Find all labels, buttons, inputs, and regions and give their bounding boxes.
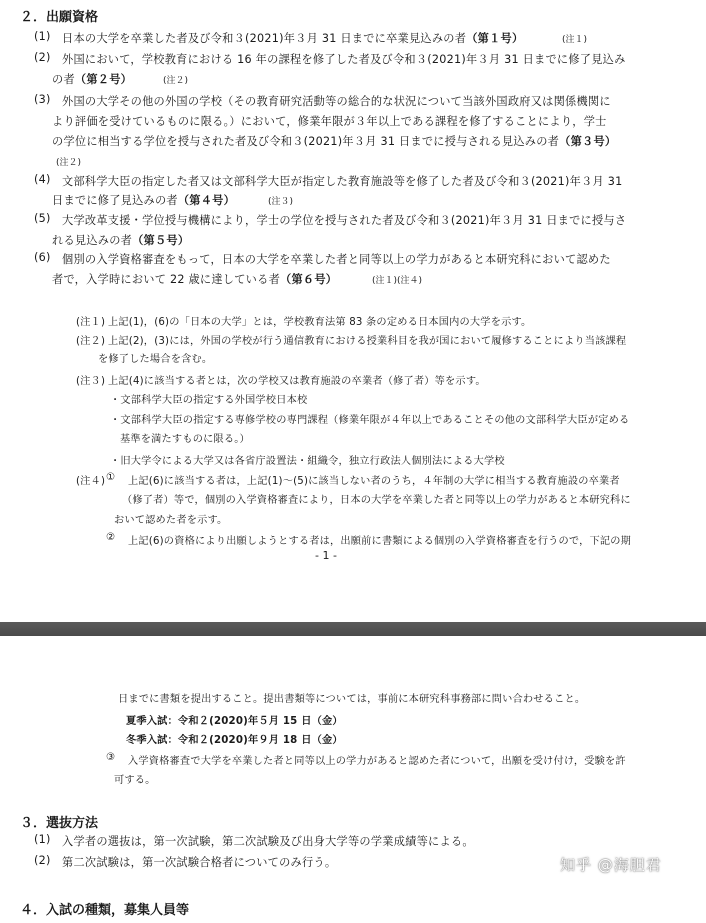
note-4-3-line-1: 入学資格審査で大学を卒業した者と同等以上の学力があると認めた者について，出願を受け付け，受験を許 xyxy=(128,756,626,767)
section-2-heading: ２．出願資格 xyxy=(20,10,99,25)
note-4-3-line-2: 可する。 xyxy=(114,775,156,786)
note-4-marker-3: ③ xyxy=(106,752,116,763)
item-3-line-1: 外国の大学その他の外国の学校（その教育研究活動等の総合的な状況について当該外国政府又は関係機関に xyxy=(62,95,611,108)
note-3-bullet-3: ・旧大学令による大学又は各省庁設置法・組織令，独立行政法人個別法による大学校 xyxy=(110,456,505,467)
item-4-number: (4) xyxy=(34,173,51,186)
note-2-tag: (注２) xyxy=(76,336,106,347)
note-4-continuation: 日までに書類を提出すること。提出書類等については，事前に本研究科事務部に問い合わせること。 xyxy=(118,694,586,705)
item-2-line-1: 外国において，学校教育における 16 年の課程を修了した者及び令和３(2021)年３月 31 日までに修了見込み xyxy=(62,53,626,66)
item-6-note-ref: (注１)(注４) xyxy=(372,276,423,286)
selection-1-number: (1) xyxy=(34,833,51,846)
item-5-line-2: れる見込みの者（第５号） xyxy=(52,234,190,247)
section-3-heading: ３．選抜方法 xyxy=(20,816,99,831)
item-4-line-2: 日までに修了見込みの者（第４号） xyxy=(52,194,236,207)
selection-1-text: 入学者の選抜は，第一次試験，第二次試験及び出身大学等の学業成績等による。 xyxy=(62,835,474,848)
note-1-text: 上記(1)，(6)の「日本の大学」とは，学校教育法第 83 条の定める日本国内の大学を示す。 xyxy=(108,317,532,328)
note-4-tag: (注４) xyxy=(76,476,106,487)
item-1-text: 日本の大学を卒業した者及び令和３(2021)年３月 31 日までに卒業見込みの者（第１号） xyxy=(62,32,524,45)
page-number: - 1 - xyxy=(315,549,337,562)
item-1-number: (1) xyxy=(34,30,51,43)
item-6-line-2: 者で，入学時において 22 歳に達している者（第６号） xyxy=(52,273,338,286)
selection-2-number: (2) xyxy=(34,854,51,867)
item-3-line-2: より評価を受けているものに限る。）において，修業年限が３年以上である課程を修了することにより，学士 xyxy=(52,115,607,128)
note-2-line-2: を修了した場合を含む。 xyxy=(98,354,213,365)
item-1-note-ref: (注１) xyxy=(562,35,588,45)
item-3-number: (3) xyxy=(34,93,51,106)
note-3-bullet-2b: 基準を満たすものに限る。） xyxy=(120,434,250,445)
note-3-line-1: 上記(4)に該当する者とは，次の学校又は教育施設の卒業者（修了者）等を示す。 xyxy=(108,376,486,387)
item-5-number: (5) xyxy=(34,212,51,225)
document-page-2 xyxy=(0,636,706,923)
item-2-line-2: の者（第２号） xyxy=(52,73,133,86)
note-4-line-2: （修了者）等で，個別の入学資格審査により，日本の大学を卒業した者と同等以上の学力があると本研究科に xyxy=(122,495,631,506)
item-4-line-1: 文部科学大臣の指定した者又は文部科学大臣が指定した教育施設等を修了した者及び令和３(2021)年３月 31 xyxy=(62,175,623,188)
note-4-line-1: 上記(6)に該当する者は，上記(1)～(5)に該当しない者のうち，４年制の大学に相当する教育施設の卒業者 xyxy=(128,476,620,487)
item-5-line-1: 大学改革支援・学位授与機構により，学士の学位を授与された者及び令和３(2021)年３月 31 日までに授与さ xyxy=(62,214,627,227)
note-3-bullet-1: ・文部科学大臣の指定する外国学校日本校 xyxy=(110,395,308,406)
summer-exam-deadline: 夏季入試：令和２(2020)年５月 15 日（金） xyxy=(126,716,343,727)
item-2-number: (2) xyxy=(34,51,51,64)
section-4-heading: ４．入試の種類，募集人員等 xyxy=(20,903,190,918)
winter-exam-deadline: 冬季入試：令和２(2020)年９月 18 日（金） xyxy=(126,735,343,746)
note-4-line-3: おいて認めた者を示す。 xyxy=(114,515,228,526)
item-6-line-1: 個別の入学資格審査をもって，日本の大学を卒業した者と同等以上の学力があると本研究科において認めた xyxy=(62,253,611,266)
note-2-line-1: 上記(2)，(3)には，外国の学校が行う通信教育における授業科目を我が国において履修することにより当該課程 xyxy=(108,336,627,347)
item-3-note-ref: (注２) xyxy=(56,158,82,168)
note-4-line-4: 上記(6)の資格により出願しようとする者は，出願前に書類による個別の入学資格審査を行うので，下記の期 xyxy=(128,536,632,547)
item-2-note-ref: (注２) xyxy=(163,76,189,86)
item-6-number: (6) xyxy=(34,251,51,264)
note-3-bullet-2a: ・文部科学大臣の指定する専修学校の専門課程（修業年限が４年以上であることその他の文部科学大臣が定める xyxy=(110,415,630,426)
selection-2-text: 第二次試験は，第一次試験合格者についてのみ行う。 xyxy=(62,856,337,869)
note-3-tag: (注３) xyxy=(76,376,106,387)
note-4-marker-2: ② xyxy=(106,532,116,543)
item-4-note-ref: (注３) xyxy=(268,197,294,207)
note-4-marker-1: ① xyxy=(106,472,116,483)
watermark: 知乎 @海胆君 xyxy=(560,856,662,874)
page-separator xyxy=(0,622,706,636)
item-3-line-3: の学位に相当する学位を授与された者及び令和３(2021)年３月 31 日までに授与される見込みの者（第３号） xyxy=(52,135,617,148)
note-1-tag: (注１) xyxy=(76,317,106,328)
